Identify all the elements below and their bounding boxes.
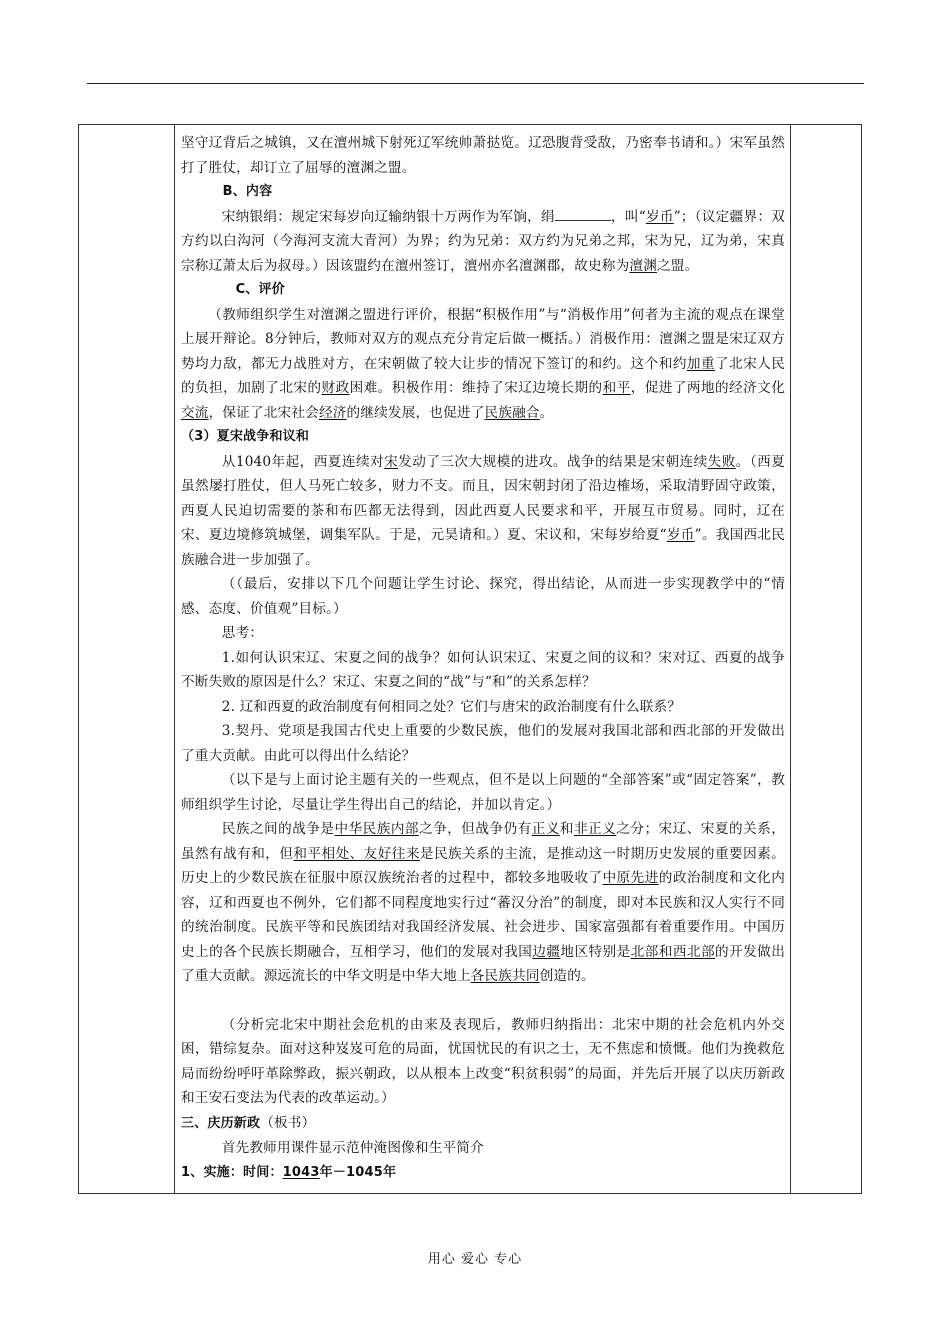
paragraph-chanyuan-battle: 坚守辽背后之城镇，又在澶州城下射死辽军统帅萧挞览。辽恐腹背受敌，乃密奉书请和。）宋军虽然打了胜仗，却订立了屈辱的澶渊之盟。 <box>181 135 785 176</box>
lesson-table <box>78 124 862 1194</box>
question-2: 2. 辽和西夏的政治制度有何相同之处？它们与唐宋的政治制度有什么联系？ <box>221 698 682 715</box>
heading-content: B、内容 <box>222 184 273 199</box>
paragraph-think: 思考： <box>221 625 264 641</box>
paragraph-evaluation: （教师组织学生对澶渊之盟进行评价，根据“积极作用”与“消极作用”何者为主流的观点在课堂上展开辩论。8分钟后，教师对双方的观点充分肯定后做一概括。）消极作用：澶渊之盟是宋辽双方势均力敌，都无力战胜对方，在宋朝做了较大让步的情况下签订的和约。这个和约加重了北宋人民的负担，加剧了北宋的财政困难。积极作用：维持了宋辽边境长期的和平，促进了两地的经济文化交流，保证了北宋社会经济的继续发展，也促进了民族融合。 <box>181 306 786 421</box>
header-rule <box>87 83 864 84</box>
fill-blank <box>555 206 611 221</box>
question-3: 3.契丹、党项是我国古代史上重要的少数民族，他们的发展对我国北部和西北部的开发做出了重大贡献。由此可以得出什么结论？ <box>181 723 785 764</box>
lesson-content <box>181 131 785 1185</box>
left-column-divider <box>174 125 175 1193</box>
paragraph-xia-song: 从1040年起，西夏连续对宋发动了三次大规模的进攻。战争的结果是宋朝连续失败。（西夏虽然屡打胜仗，但人马死亡较多，财力不支。而且，因宋朝封闭了沿边榷场，采取清野固守政策，西夏人民迫切需要的茶和布匹都无法得到，因此西夏人民要求和平，开展互市贸易。同时，辽在宋、夏边境修筑城堡，调集军队。于是，元昊请和。）夏、宋议和，宋每岁给夏“岁币”。我国西北民族融合进一步加强了。 <box>181 453 785 568</box>
paragraph-treaty-content: 宋纳银绢：规定宋每岁向辽输纳银十万两作为军饷，绢 ，叫“岁币”；（议定疆界：双方约以白沟河（今海河支流大青河）为界；约为兄弟：双方约为兄弟之邦，宋为兄，辽为弟，宋真宗称辽萧太后为叔母。）因该盟约在澶州签订，澶州亦名澶渊郡，故史称为澶渊之盟。 <box>181 205 785 279</box>
spacer <box>181 989 785 1013</box>
page-footer: 用心 爱心 专心 <box>427 1252 523 1267</box>
right-column-divider <box>790 125 791 1193</box>
heading-qingli-reform: 三、庆历新政（板书） <box>181 1114 316 1131</box>
heading-xia-song: （3）夏宋战争和议和 <box>181 429 310 444</box>
paragraph-ethnic-relations: 民族之间的战争是中华民族内部之争，但战争仍有正义和非正义之分；宋辽、宋夏的关系，虽然有战有和，但和平相处、友好往来是民族关系的主流，是推动这一时期历史发展的重要因素。历史上的少数民族在征服中原汉族统治者的过程中，都较多地吸收了中原先进的政治制度和文化内容，辽和西夏也不例外，它们都不同程度地实行过“蕃汉分治”的制度，即对本民族和汉人实行不同的统治制度。民族平等和民族团结对我国经济发展、社会进步、国家富强都有着重要作用。中国历史上的各个民族长期融合，互相学习，他们的发展对我国边疆地区特别是北部和西北部的开发做出了重大贡献。源远流长的中华文明是中华大地上各民族共同创造的。 <box>181 821 786 984</box>
question-1: 1.如何认识宋辽、宋夏之间的战争？如何认识宋辽、宋夏之间的议和？宋对辽、西夏的战争不断失败的原因是什么？宋辽、宋夏之间的“战”与“和”的关系怎样？ <box>181 649 785 690</box>
paragraph-crisis-analysis: （分析完北宋中期社会危机的由来及表现后，教师归纳指出：北宋中期的社会危机内外交困，错综复杂。面对这种岌岌可危的局面，忧国忧民的有识之士，无不焦虑和愤慨。他们为挽救危局而纷纷呼吁革除弊政，振兴朝政，以从根本上改变“积贫积弱”的局面，并先后开展了以庆历新政和王安石变法为代表的改革运动。） <box>181 1016 785 1106</box>
paragraph-fan-zhongyan: 首先教师用课件显示范仲淹图像和生平简介 <box>221 1140 484 1156</box>
paragraph-answer-note: （以下是与上面讨论主题有关的一些观点，但不是以上问题的“全部答案”或“固定答案”，教师组织学生讨论，尽量让学生得出自己的结论，并加以肯定。） <box>181 772 785 813</box>
paragraph-discussion-intro: （（最后，安排以下几个问题让学生讨论、探究，得出结论，从而进一步实现教学中的“情感、态度、价值观”目标。） <box>181 576 785 617</box>
heading-implementation: 1、实施：时间：1043年－1045年 <box>181 1164 397 1180</box>
heading-evaluation: C、评价 <box>235 282 285 297</box>
